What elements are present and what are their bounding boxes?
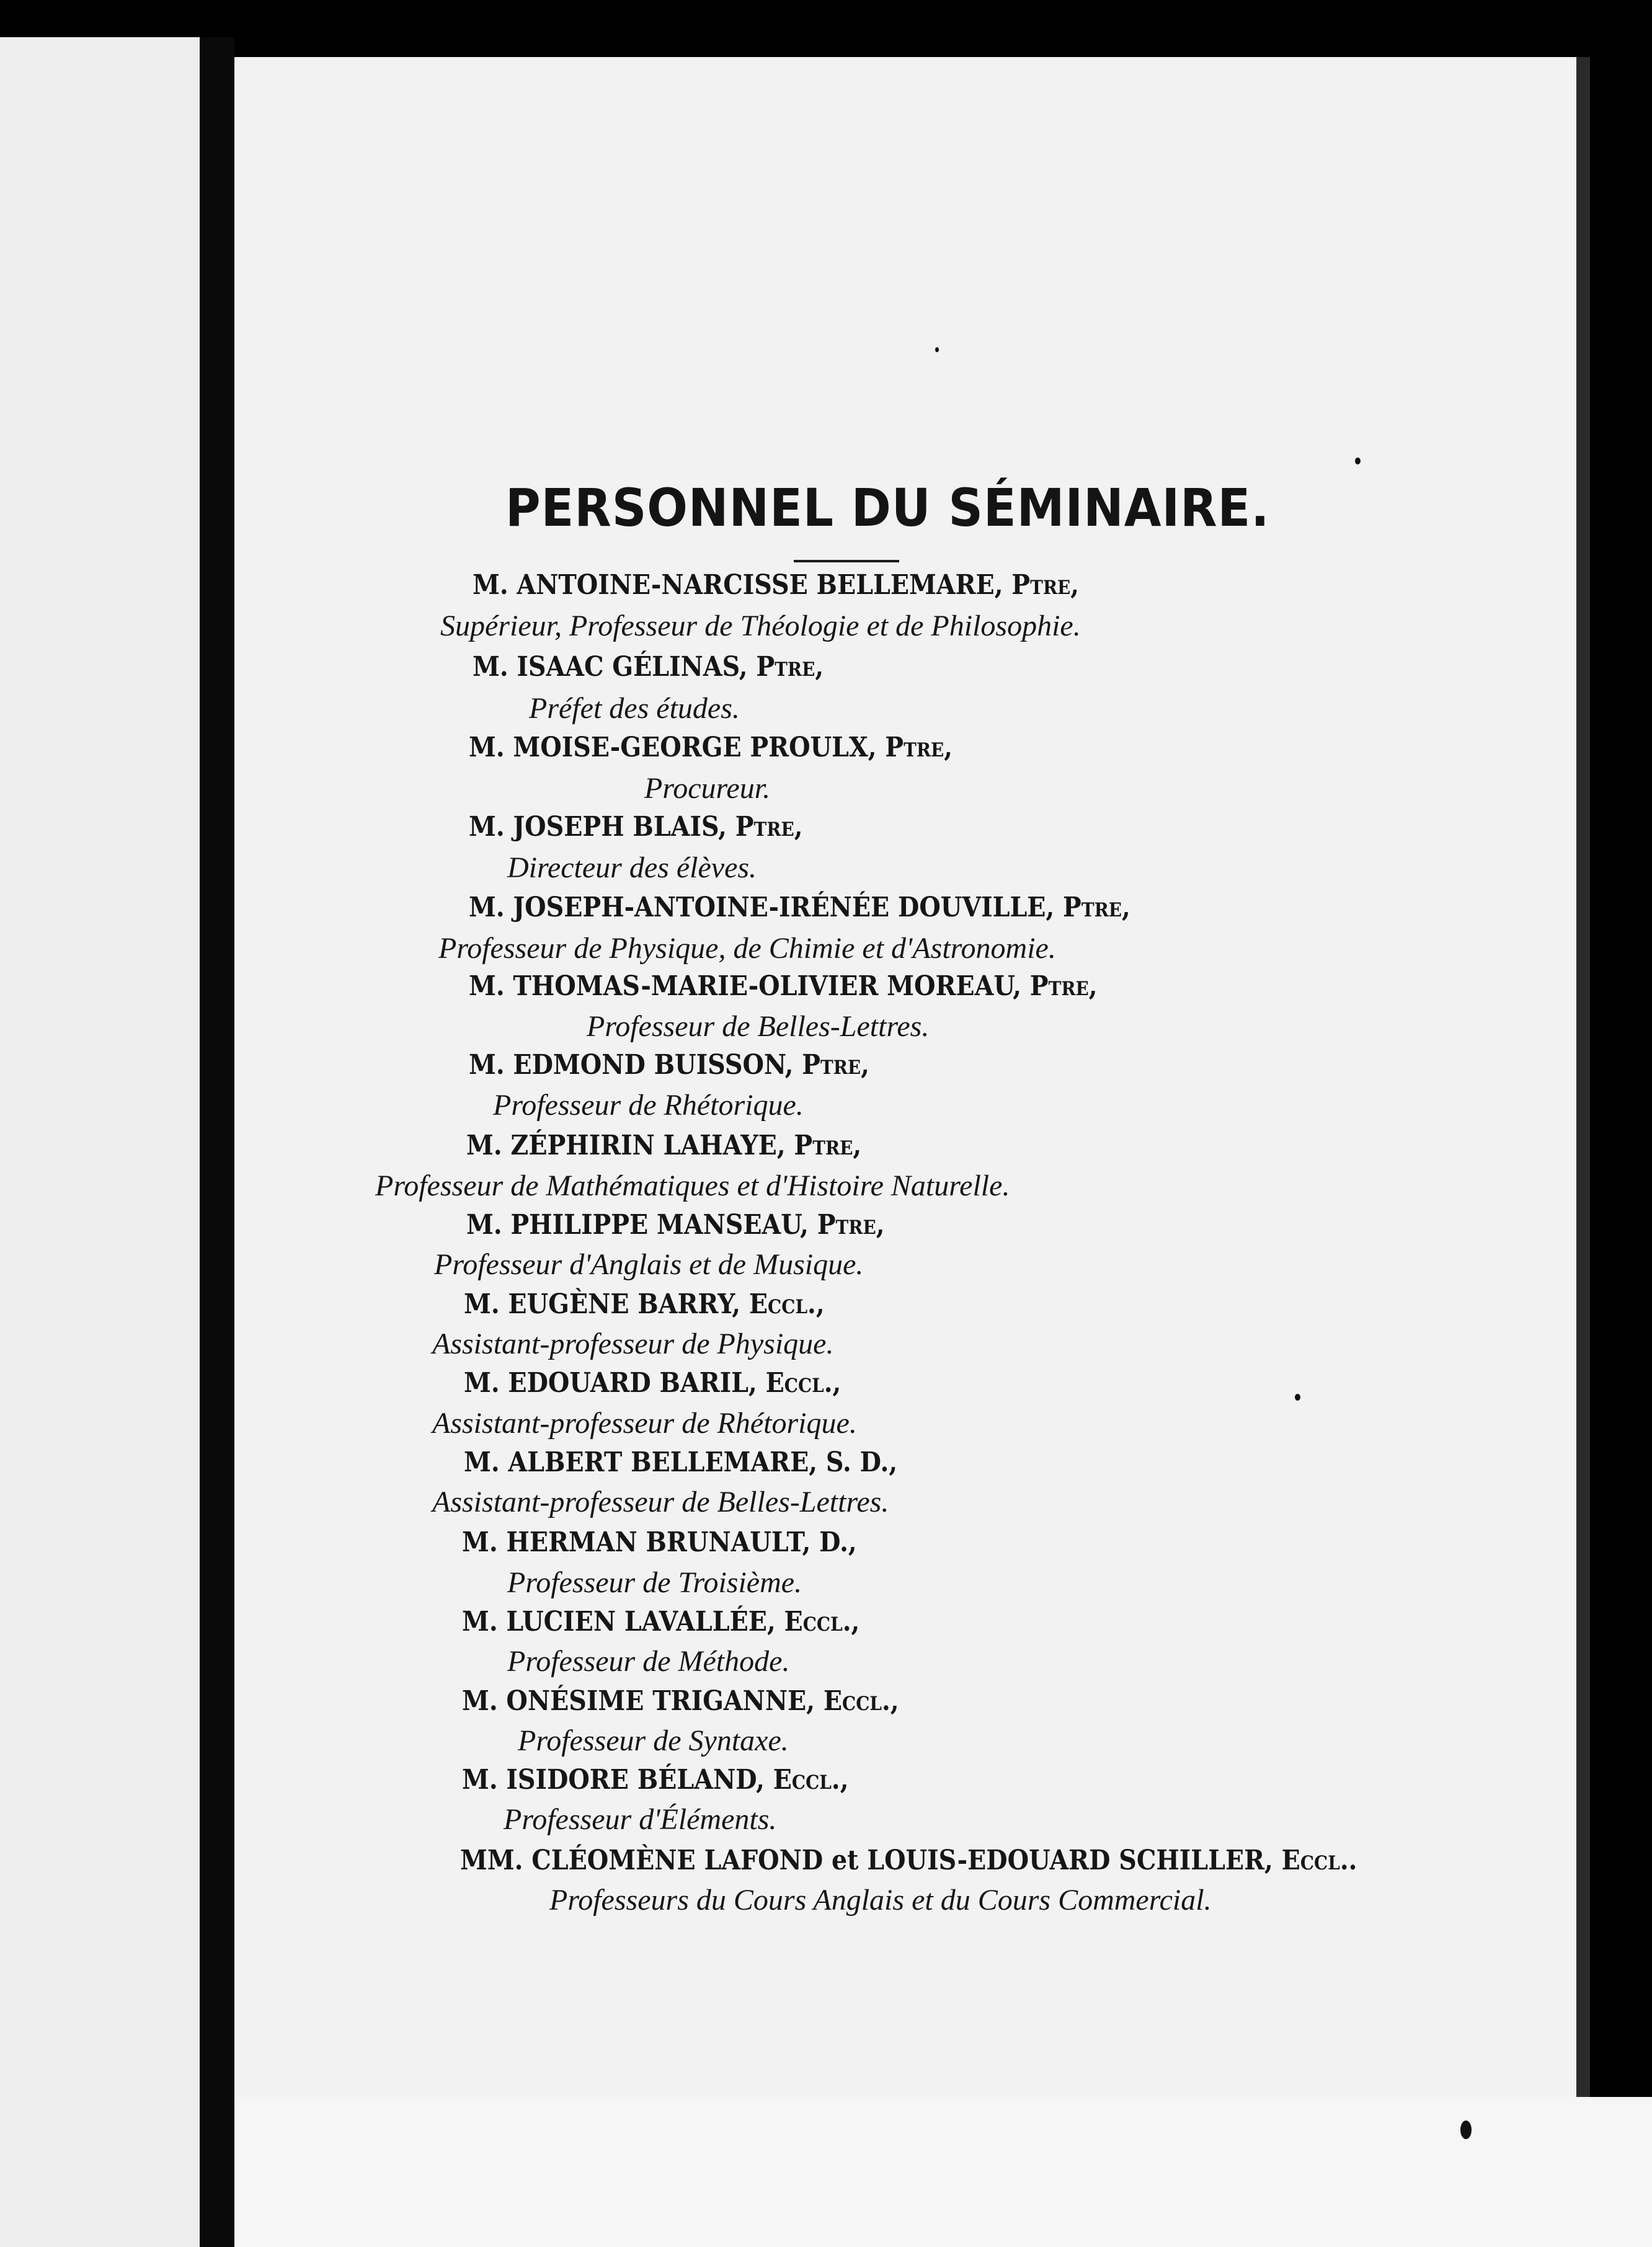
entry-role: Professeur de Méthode. (507, 1645, 790, 1678)
entry-role: Directeur des élèves. (507, 851, 757, 884)
entry-name: M. ALBERT BELLEMARE, S. D., (464, 1447, 898, 1478)
entry-role: Préfet des études. (529, 692, 740, 725)
entry-role: Professeur de Physique, de Chimie et d'Astronomie. (438, 932, 1056, 965)
page-edge-shadow (1576, 57, 1590, 2097)
entry-name: M. ISIDORE BÉLAND, Eccl., (462, 1764, 849, 1796)
entry-role: Professeur de Rhétorique. (493, 1089, 804, 1122)
entry-name: M. LUCIEN LAVALLÉE, Eccl., (462, 1606, 860, 1638)
binding-gutter (200, 37, 234, 2247)
entry-name: M. ANTOINE-NARCISSE BELLEMARE, Ptre, (473, 569, 1080, 601)
entry-role: Procureur. (644, 772, 771, 805)
scan-bottom-margin (234, 2097, 1652, 2247)
title-rule (794, 560, 899, 562)
facing-page-edge (0, 37, 223, 2247)
scan-speck (1460, 2121, 1472, 2139)
entry-name: M. ZÉPHIRIN LAHAYE, Ptre, (466, 1130, 862, 1161)
page-title: PERSONNEL DU SÉMINAIRE. (505, 477, 1270, 538)
entry-role: Professeurs du Cours Anglais et du Cours Commercial. (549, 1884, 1212, 1917)
entry-name: M. HERMAN BRUNAULT, D., (462, 1527, 857, 1558)
scan-speck (1295, 1394, 1300, 1401)
entry-role: Professeur de Mathématiques et d'Histoire Naturelle. (375, 1169, 1010, 1202)
entry-role: Professeur de Belles-Lettres. (587, 1010, 930, 1043)
entry-role: Assistant-professeur de Physique. (432, 1327, 834, 1360)
entry-name: M. JOSEPH BLAIS, Ptre, (469, 811, 803, 843)
entry-role: Professeur d'Anglais et de Musique. (434, 1248, 864, 1281)
entry-name: M. JOSEPH-ANTOINE-IRÉNÉE DOUVILLE, Ptre, (469, 892, 1130, 923)
entry-role: Assistant-professeur de Rhétorique. (432, 1407, 857, 1440)
entry-name: M. ONÉSIME TRIGANNE, Eccl., (462, 1685, 899, 1717)
entry-role: Professeur d'Éléments. (504, 1803, 777, 1836)
entry-name: MM. CLÉOMÈNE LAFOND et LOUIS-EDOUARD SCHILLER, Eccl.. (460, 1845, 1357, 1876)
entry-name: M. ISAAC GÉLINAS, Ptre, (473, 651, 824, 683)
entry-role: Professeur de Troisième. (507, 1566, 802, 1599)
entry-name: M. PHILIPPE MANSEAU, Ptre, (466, 1209, 885, 1241)
entry-name: M. EUGÈNE BARRY, Eccl., (464, 1288, 825, 1320)
entry-role: Assistant-professeur de Belles-Lettres. (432, 1486, 889, 1518)
entry-name: M. MOISE-GEORGE PROULX, Ptre, (469, 732, 953, 763)
page-sheet (234, 57, 1576, 2097)
entry-role: Professeur de Syntaxe. (518, 1724, 789, 1757)
entry-name: M. EDOUARD BARIL, Eccl., (464, 1367, 842, 1399)
scan-speck (935, 347, 939, 352)
entry-name: M. EDMOND BUISSON, Ptre, (469, 1049, 869, 1081)
entry-name: M. THOMAS-MARIE-OLIVIER MOREAU, Ptre, (469, 970, 1098, 1002)
entry-role: Supérieur, Professeur de Théologie et de Philosophie. (440, 609, 1081, 642)
scan-speck (1355, 458, 1361, 464)
